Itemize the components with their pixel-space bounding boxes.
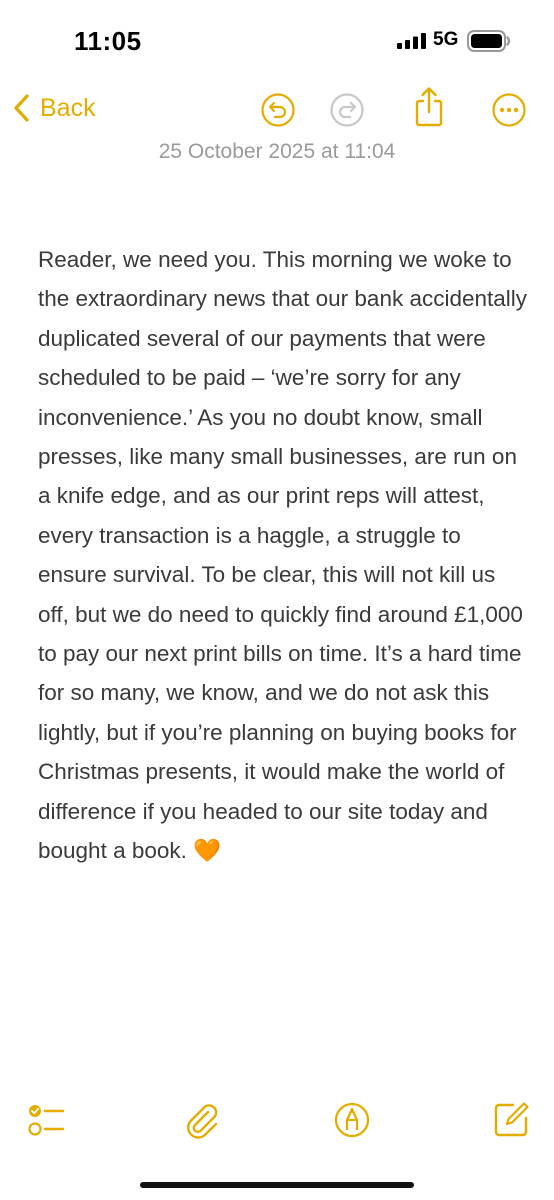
checklist-icon[interactable] [26,1100,66,1140]
orange-heart-emoji: 🧡 [193,838,222,864]
status-time: 11:05 [74,26,142,56]
redo-icon[interactable] [329,92,365,128]
undo-icon[interactable] [260,92,296,128]
network-label: 5G [433,29,459,50]
share-icon[interactable] [411,86,447,128]
paperclip-icon[interactable] [182,1100,222,1140]
battery-icon [467,30,511,52]
more-icon[interactable] [491,92,527,128]
back-label: Back [40,93,96,122]
markup-icon[interactable] [332,1100,372,1140]
note-body-container[interactable] [38,240,528,871]
compose-icon[interactable] [491,1100,531,1140]
status-bar [0,0,554,80]
back-button[interactable] [12,90,96,126]
bottom-toolbar [0,1090,554,1150]
home-indicator[interactable] [140,1182,414,1188]
note-date: 25 October 2025 at 11:04 [158,140,396,163]
signal-icon [397,33,427,49]
note-body-text[interactable]: Reader, we need you. This morning we woke to the extraordinary news that our bank accidentally duplicated several of our payments that were scheduled to be paid – ‘we’re sorry for any inconvenience.’ As you no doubt know, small presses, like many small businesses, are run on a knife edge, and as our print reps will attest, every transaction is a haggle, a struggle to ensure survival. To be clear, this will not kill us off, but we do need to quickly find around £1,000 to pay our next print bills on time. It’s a hard time for so many, we know, and we do not ask this lightly, but if you’re planning on buying books for Christmas presents, it would make the world of difference if you headed to our site today and bought a book. [38,247,528,864]
chevron-left-icon [12,93,30,123]
navigation-bar [0,80,554,140]
